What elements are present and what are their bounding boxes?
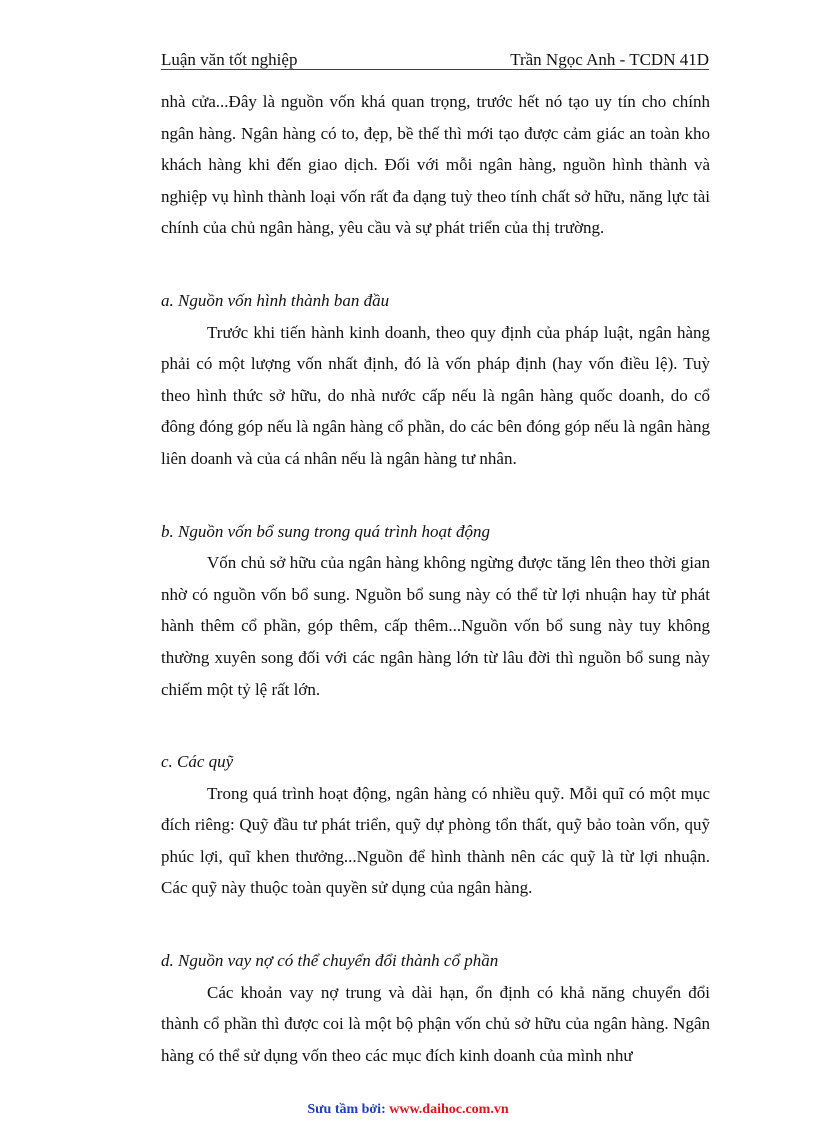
footer-label: Sưu tầm bởi: (307, 1102, 386, 1117)
page-header (161, 50, 709, 70)
section-heading-c: c. Các quỹ (161, 752, 234, 772)
section-heading-d: d. Nguồn vay nợ có thể chuyển đổi thành cổ phần (161, 951, 499, 971)
page-body (161, 86, 710, 1071)
section-spacer (161, 904, 710, 945)
page-footer (0, 1101, 816, 1119)
section-heading-a: a. Nguồn vốn hình thành ban đầu (161, 290, 390, 310)
header-title: Luận văn tốt nghiệp (161, 50, 298, 69)
intro-paragraph: nhà cửa...Đây là nguồn vốn khá quan trọng, trước hết nó tạo uy tín cho chính ngân hàng. Ngân hàng có to, đẹp, bề thế thì mới tạo được cảm giác an toàn kho khách hàng khi đến giao dịch. Đối với mỗi ngân hàng, nguồn hình thành và nghiệp vụ hình thành loại vốn rất đa dạng tuỳ theo tính chất sở hữu, năng lực tài chính của chủ ngân hàng, yêu cầu và sự phát triển của thị trường. (161, 92, 710, 238)
section-spacer (161, 705, 710, 746)
section-heading-b: b. Nguồn vốn bổ sung trong quá trình hoạt động (161, 521, 490, 541)
footer-link[interactable]: www.daihoc.com.vn (389, 1102, 509, 1117)
section-body-a: Trước khi tiến hành kinh doanh, theo quy định của pháp luật, ngân hàng phải có một lượng vốn nhất định, đó là vốn pháp định (hay vốn điều lệ). Tuỳ theo hình thức sở hữu, do nhà nước cấp nếu là ngân hàng quốc doanh, do cổ đông đóng góp nếu là ngân hàng cổ phần, do các bên đóng góp nếu là ngân hàng liên doanh và của cá nhân nếu là ngân hàng tư nhân. (161, 322, 710, 468)
section-spacer (161, 475, 710, 516)
section-spacer (161, 244, 710, 285)
section-body-b: Vốn chủ sở hữu của ngân hàng không ngừng được tăng lên theo thời gian nhờ có nguồn vốn bổ sung. Nguồn bổ sung này có thể từ lợi nhuận hay từ phát hành thêm cổ phần, góp thêm, cấp thêm...Nguồn vốn bổ sung này tuy không thường xuyên song đối với các ngân hàng lớn từ lâu đời thì nguồn bổ sung này chiếm một tỷ lệ rất lớn. (161, 553, 710, 699)
section-body-d: Các khoản vay nợ trung và dài hạn, ổn định có khả năng chuyển đổi thành cổ phần thì được coi là một bộ phận vốn chủ sở hữu của ngân hàng. Ngân hàng có thể sử dụng vốn theo các mục đích kinh doanh của mình như (161, 982, 710, 1065)
header-author: Trần Ngọc Anh - TCDN 41D (510, 50, 709, 69)
section-body-c: Trong quá trình hoạt động, ngân hàng có nhiều quỹ. Mỗi quĩ có một mục đích riêng: Quỹ đầu tư phát triển, quỹ dự phòng tổn thất, quỹ bảo toàn vốn, quỹ phúc lợi, quĩ khen thưởng...Nguồn để hình thành nên các quỹ là từ lợi nhuận. Các quỹ này thuộc toàn quyền sử dụng của ngân hàng. (161, 783, 710, 898)
